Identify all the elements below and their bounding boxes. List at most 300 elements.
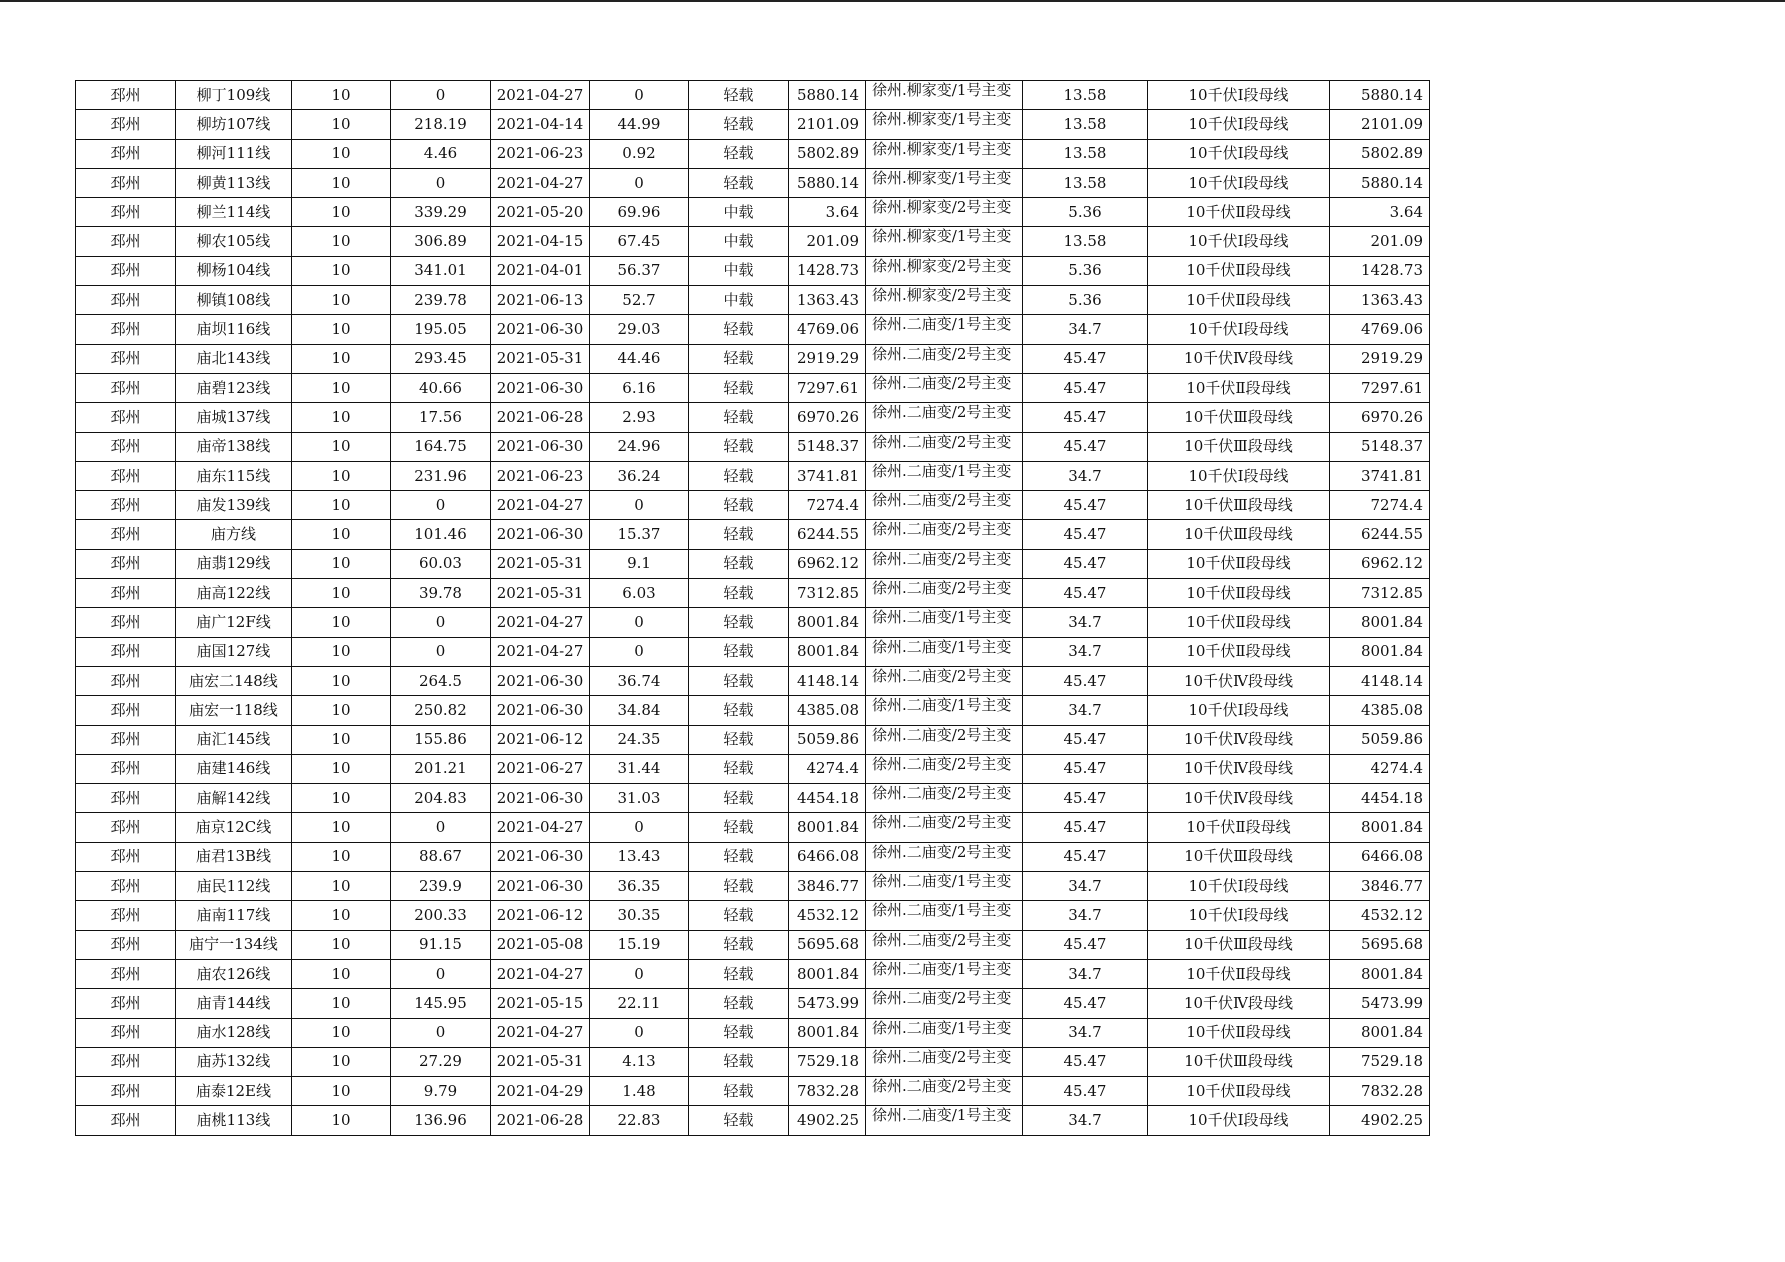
transformer-rate-cell: 45.47 <box>1023 520 1148 549</box>
load-rate-cell: 2.93 <box>590 403 689 432</box>
region-cell: 邳州 <box>76 286 176 315</box>
transformer-rate-cell: 34.7 <box>1023 959 1148 988</box>
region-cell: 邳州 <box>76 520 176 549</box>
region-cell: 邳州 <box>76 432 176 461</box>
available-capacity-cell: 7312.85 <box>1330 579 1430 608</box>
busbar-cell: 10千伏Ⅳ段母线 <box>1148 344 1330 373</box>
available-capacity-cell: 4385.08 <box>1330 696 1430 725</box>
line-name-cell: 庙桃113线 <box>176 1106 292 1135</box>
busbar-cell: 10千伏Ⅳ段母线 <box>1148 725 1330 754</box>
voltage-cell: 10 <box>292 696 391 725</box>
transformer-cell <box>866 315 1023 344</box>
load-value-cell: 88.67 <box>391 842 491 871</box>
voltage-cell: 10 <box>292 608 391 637</box>
transformer-cell <box>866 608 1023 637</box>
table-row <box>76 1106 1430 1135</box>
region-cell: 邳州 <box>76 1047 176 1076</box>
available-capacity-cell: 7274.4 <box>1330 491 1430 520</box>
voltage-cell: 10 <box>292 373 391 402</box>
transformer-rate-cell: 45.47 <box>1023 403 1148 432</box>
line-name-cell: 庙水128线 <box>176 1018 292 1047</box>
busbar-cell: 10千伏Ⅰ段母线 <box>1148 461 1330 490</box>
transformer-cell <box>866 637 1023 666</box>
transformer-rate-cell: 13.58 <box>1023 110 1148 139</box>
load-status-cell: 中载 <box>689 198 789 227</box>
load-rate-cell: 15.19 <box>590 930 689 959</box>
line-name-cell: 庙京12C线 <box>176 813 292 842</box>
transformer-rate-cell: 45.47 <box>1023 989 1148 1018</box>
table-row <box>76 813 1430 842</box>
capacity-cell: 8001.84 <box>789 813 866 842</box>
date-cell: 2021-04-27 <box>491 168 590 197</box>
capacity-cell: 4385.08 <box>789 696 866 725</box>
transformer-rate-cell: 45.47 <box>1023 373 1148 402</box>
busbar-cell: 10千伏Ⅰ段母线 <box>1148 315 1330 344</box>
table-row <box>76 81 1430 110</box>
region-cell: 邳州 <box>76 168 176 197</box>
capacity-cell: 5802.89 <box>789 139 866 168</box>
date-cell: 2021-06-13 <box>491 286 590 315</box>
transformer-text: 徐州.二庙变/2号主变 <box>872 433 1012 451</box>
transformer-rate-cell: 45.47 <box>1023 1047 1148 1076</box>
load-value-cell: 0 <box>391 608 491 637</box>
voltage-cell: 10 <box>292 1077 391 1106</box>
date-cell: 2021-05-15 <box>491 989 590 1018</box>
transformer-text: 徐州.二庙变/2号主变 <box>872 374 1012 392</box>
line-name-cell: 庙解142线 <box>176 784 292 813</box>
load-status-cell: 轻载 <box>689 549 789 578</box>
transformer-cell <box>866 1106 1023 1135</box>
date-cell: 2021-04-14 <box>491 110 590 139</box>
region-cell: 邳州 <box>76 110 176 139</box>
table-row <box>76 286 1430 315</box>
available-capacity-cell: 5880.14 <box>1330 81 1430 110</box>
voltage-cell: 10 <box>292 725 391 754</box>
transformer-rate-cell: 13.58 <box>1023 227 1148 256</box>
transformer-cell <box>866 139 1023 168</box>
date-cell: 2021-06-30 <box>491 432 590 461</box>
capacity-cell: 8001.84 <box>789 608 866 637</box>
voltage-cell: 10 <box>292 959 391 988</box>
load-rate-cell: 0.92 <box>590 139 689 168</box>
load-status-cell: 轻载 <box>689 725 789 754</box>
load-value-cell: 0 <box>391 491 491 520</box>
transformer-text: 徐州.二庙变/2号主变 <box>872 990 1012 1008</box>
load-status-cell: 轻载 <box>689 637 789 666</box>
date-cell: 2021-05-20 <box>491 198 590 227</box>
line-name-cell: 庙东115线 <box>176 461 292 490</box>
busbar-cell: 10千伏Ⅲ段母线 <box>1148 403 1330 432</box>
transformer-rate-cell: 34.7 <box>1023 872 1148 901</box>
line-name-cell: 柳黄113线 <box>176 168 292 197</box>
region-cell: 邳州 <box>76 989 176 1018</box>
transformer-cell <box>866 520 1023 549</box>
table-row <box>76 989 1430 1018</box>
transformer-text: 徐州.柳家变/1号主变 <box>872 82 1012 99</box>
table-row <box>76 1077 1430 1106</box>
load-status-cell: 轻载 <box>689 784 789 813</box>
date-cell: 2021-06-30 <box>491 872 590 901</box>
busbar-cell: 10千伏Ⅰ段母线 <box>1148 1106 1330 1135</box>
voltage-cell: 10 <box>292 81 391 110</box>
capacity-cell: 3741.81 <box>789 461 866 490</box>
load-status-cell: 轻载 <box>689 315 789 344</box>
load-rate-cell: 6.03 <box>590 579 689 608</box>
transformer-rate-cell: 13.58 <box>1023 168 1148 197</box>
voltage-cell: 10 <box>292 1018 391 1047</box>
load-rate-cell: 36.35 <box>590 872 689 901</box>
transformer-rate-cell: 45.47 <box>1023 1077 1148 1106</box>
available-capacity-cell: 5148.37 <box>1330 432 1430 461</box>
line-name-cell: 庙民112线 <box>176 872 292 901</box>
available-capacity-cell: 5059.86 <box>1330 725 1430 754</box>
line-name-cell: 庙泰12E线 <box>176 1077 292 1106</box>
line-name-cell: 庙碧123线 <box>176 373 292 402</box>
load-rate-cell: 44.99 <box>590 110 689 139</box>
voltage-cell: 10 <box>292 813 391 842</box>
load-value-cell: 239.78 <box>391 286 491 315</box>
table-row <box>76 344 1430 373</box>
capacity-cell: 1363.43 <box>789 286 866 315</box>
available-capacity-cell: 8001.84 <box>1330 637 1430 666</box>
region-cell: 邳州 <box>76 754 176 783</box>
transformer-text: 徐州.二庙变/2号主变 <box>872 755 1012 773</box>
transformer-cell <box>866 373 1023 402</box>
region-cell: 邳州 <box>76 872 176 901</box>
load-value-cell: 136.96 <box>391 1106 491 1135</box>
busbar-cell: 10千伏Ⅳ段母线 <box>1148 754 1330 783</box>
busbar-cell: 10千伏Ⅱ段母线 <box>1148 579 1330 608</box>
load-value-cell: 91.15 <box>391 930 491 959</box>
load-rate-cell: 56.37 <box>590 256 689 285</box>
load-value-cell: 306.89 <box>391 227 491 256</box>
transformer-text: 徐州.二庙变/2号主变 <box>872 843 1012 861</box>
date-cell: 2021-06-30 <box>491 696 590 725</box>
load-rate-cell: 1.48 <box>590 1077 689 1106</box>
load-rate-cell: 22.83 <box>590 1106 689 1135</box>
capacity-cell: 5880.14 <box>789 168 866 197</box>
busbar-cell: 10千伏Ⅰ段母线 <box>1148 81 1330 110</box>
transformer-rate-cell: 34.7 <box>1023 608 1148 637</box>
busbar-cell: 10千伏Ⅲ段母线 <box>1148 1047 1330 1076</box>
available-capacity-cell: 201.09 <box>1330 227 1430 256</box>
available-capacity-cell: 7529.18 <box>1330 1047 1430 1076</box>
transformer-text: 徐州.二庙变/1号主变 <box>872 638 1012 656</box>
load-value-cell: 204.83 <box>391 784 491 813</box>
load-rate-cell: 69.96 <box>590 198 689 227</box>
transformer-cell <box>866 549 1023 578</box>
capacity-cell: 4454.18 <box>789 784 866 813</box>
transformer-cell <box>866 666 1023 695</box>
table-row <box>76 725 1430 754</box>
load-value-cell: 341.01 <box>391 256 491 285</box>
transformer-text: 徐州.二庙变/1号主变 <box>872 902 1012 920</box>
voltage-cell: 10 <box>292 549 391 578</box>
busbar-cell: 10千伏Ⅱ段母线 <box>1148 1018 1330 1047</box>
load-rate-cell: 24.35 <box>590 725 689 754</box>
load-rate-cell: 0 <box>590 959 689 988</box>
load-rate-cell: 0 <box>590 168 689 197</box>
load-status-cell: 中载 <box>689 286 789 315</box>
region-cell: 邳州 <box>76 315 176 344</box>
transformer-text: 徐州.二庙变/1号主变 <box>872 316 1012 334</box>
transformer-cell <box>866 959 1023 988</box>
busbar-cell: 10千伏Ⅳ段母线 <box>1148 666 1330 695</box>
transformer-rate-cell: 34.7 <box>1023 696 1148 725</box>
line-name-cell: 柳杨104线 <box>176 256 292 285</box>
voltage-cell: 10 <box>292 286 391 315</box>
line-name-cell: 柳兰114线 <box>176 198 292 227</box>
line-name-cell: 庙宏二148线 <box>176 666 292 695</box>
transformer-rate-cell: 5.36 <box>1023 286 1148 315</box>
table-row <box>76 579 1430 608</box>
date-cell: 2021-04-27 <box>491 1018 590 1047</box>
transformer-cell <box>866 725 1023 754</box>
table-row <box>76 520 1430 549</box>
load-status-cell: 轻载 <box>689 754 789 783</box>
voltage-cell: 10 <box>292 842 391 871</box>
transformer-rate-cell: 45.47 <box>1023 842 1148 871</box>
line-name-cell: 庙发139线 <box>176 491 292 520</box>
capacity-cell: 3.64 <box>789 198 866 227</box>
transformer-rate-cell: 45.47 <box>1023 813 1148 842</box>
transformer-rate-cell: 13.58 <box>1023 81 1148 110</box>
available-capacity-cell: 1428.73 <box>1330 256 1430 285</box>
transformer-text: 徐州.柳家变/2号主变 <box>872 257 1012 275</box>
load-status-cell: 轻载 <box>689 872 789 901</box>
busbar-cell: 10千伏Ⅰ段母线 <box>1148 901 1330 930</box>
date-cell: 2021-06-30 <box>491 784 590 813</box>
region-cell: 邳州 <box>76 901 176 930</box>
line-name-cell: 庙高122线 <box>176 579 292 608</box>
region-cell: 邳州 <box>76 784 176 813</box>
load-value-cell: 27.29 <box>391 1047 491 1076</box>
date-cell: 2021-06-30 <box>491 520 590 549</box>
line-name-cell: 庙国127线 <box>176 637 292 666</box>
transformer-text: 徐州.柳家变/1号主变 <box>872 140 1012 158</box>
line-name-cell: 庙建146线 <box>176 754 292 783</box>
table-row <box>76 1018 1430 1047</box>
table-row <box>76 256 1430 285</box>
region-cell: 邳州 <box>76 344 176 373</box>
capacity-cell: 2919.29 <box>789 344 866 373</box>
load-rate-cell: 31.44 <box>590 754 689 783</box>
load-status-cell: 中载 <box>689 256 789 285</box>
date-cell: 2021-04-15 <box>491 227 590 256</box>
date-cell: 2021-04-27 <box>491 959 590 988</box>
date-cell: 2021-06-30 <box>491 315 590 344</box>
transformer-text: 徐州.柳家变/1号主变 <box>872 228 1012 246</box>
load-value-cell: 201.21 <box>391 754 491 783</box>
capacity-cell: 8001.84 <box>789 959 866 988</box>
transformer-text: 徐州.二庙变/2号主变 <box>872 492 1012 510</box>
transformer-cell <box>866 344 1023 373</box>
load-rate-cell: 0 <box>590 491 689 520</box>
available-capacity-cell: 8001.84 <box>1330 813 1430 842</box>
load-rate-cell: 30.35 <box>590 901 689 930</box>
transformer-cell <box>866 461 1023 490</box>
table-row <box>76 666 1430 695</box>
transformer-text: 徐州.二庙变/2号主变 <box>872 404 1012 422</box>
line-name-cell: 庙翡129线 <box>176 549 292 578</box>
capacity-cell: 4902.25 <box>789 1106 866 1135</box>
load-value-cell: 0 <box>391 959 491 988</box>
table-row <box>76 432 1430 461</box>
date-cell: 2021-05-31 <box>491 549 590 578</box>
capacity-cell: 2101.09 <box>789 110 866 139</box>
transformer-text: 徐州.二庙变/2号主变 <box>872 345 1012 363</box>
region-cell: 邳州 <box>76 813 176 842</box>
load-status-cell: 轻载 <box>689 1106 789 1135</box>
capacity-cell: 7312.85 <box>789 579 866 608</box>
transformer-rate-cell: 5.36 <box>1023 256 1148 285</box>
transformer-text: 徐州.二庙变/1号主变 <box>872 960 1012 978</box>
table-row <box>76 168 1430 197</box>
transformer-cell <box>866 754 1023 783</box>
table-row <box>76 315 1430 344</box>
load-value-cell: 293.45 <box>391 344 491 373</box>
table-row <box>76 784 1430 813</box>
date-cell: 2021-05-31 <box>491 344 590 373</box>
voltage-cell: 10 <box>292 315 391 344</box>
table-row <box>76 1047 1430 1076</box>
region-cell: 邳州 <box>76 403 176 432</box>
page-top-border <box>0 0 1785 2</box>
region-cell: 邳州 <box>76 139 176 168</box>
table-row <box>76 461 1430 490</box>
available-capacity-cell: 6466.08 <box>1330 842 1430 871</box>
busbar-cell: 10千伏Ⅲ段母线 <box>1148 842 1330 871</box>
capacity-cell: 4769.06 <box>789 315 866 344</box>
date-cell: 2021-05-31 <box>491 579 590 608</box>
table-body <box>76 81 1430 1136</box>
transformer-cell <box>866 198 1023 227</box>
available-capacity-cell: 6962.12 <box>1330 549 1430 578</box>
busbar-cell: 10千伏Ⅲ段母线 <box>1148 930 1330 959</box>
date-cell: 2021-06-27 <box>491 754 590 783</box>
line-name-cell: 庙青144线 <box>176 989 292 1018</box>
busbar-cell: 10千伏Ⅱ段母线 <box>1148 608 1330 637</box>
available-capacity-cell: 4769.06 <box>1330 315 1430 344</box>
busbar-cell: 10千伏Ⅰ段母线 <box>1148 139 1330 168</box>
transformer-rate-cell: 45.47 <box>1023 784 1148 813</box>
region-cell: 邳州 <box>76 461 176 490</box>
load-rate-cell: 0 <box>590 81 689 110</box>
capacity-cell: 4274.4 <box>789 754 866 783</box>
transformer-text: 徐州.二庙变/2号主变 <box>872 667 1012 685</box>
load-rate-cell: 52.7 <box>590 286 689 315</box>
load-status-cell: 轻载 <box>689 1047 789 1076</box>
capacity-cell: 3846.77 <box>789 872 866 901</box>
voltage-cell: 10 <box>292 344 391 373</box>
region-cell: 邳州 <box>76 256 176 285</box>
available-capacity-cell: 8001.84 <box>1330 959 1430 988</box>
load-status-cell: 轻载 <box>689 959 789 988</box>
region-cell: 邳州 <box>76 930 176 959</box>
load-value-cell: 218.19 <box>391 110 491 139</box>
date-cell: 2021-04-27 <box>491 637 590 666</box>
transformer-cell <box>866 256 1023 285</box>
load-status-cell: 轻载 <box>689 901 789 930</box>
date-cell: 2021-06-12 <box>491 901 590 930</box>
date-cell: 2021-04-27 <box>491 608 590 637</box>
load-value-cell: 200.33 <box>391 901 491 930</box>
transformer-text: 徐州.二庙变/2号主变 <box>872 580 1012 598</box>
load-value-cell: 339.29 <box>391 198 491 227</box>
voltage-cell: 10 <box>292 872 391 901</box>
data-table <box>75 80 1430 1136</box>
load-status-cell: 轻载 <box>689 373 789 402</box>
date-cell: 2021-05-08 <box>491 930 590 959</box>
load-rate-cell: 9.1 <box>590 549 689 578</box>
busbar-cell: 10千伏Ⅳ段母线 <box>1148 784 1330 813</box>
load-rate-cell: 36.24 <box>590 461 689 490</box>
load-status-cell: 轻载 <box>689 1018 789 1047</box>
load-status-cell: 轻载 <box>689 344 789 373</box>
load-value-cell: 195.05 <box>391 315 491 344</box>
transformer-rate-cell: 34.7 <box>1023 1106 1148 1135</box>
load-value-cell: 40.66 <box>391 373 491 402</box>
transformer-cell <box>866 842 1023 871</box>
voltage-cell: 10 <box>292 198 391 227</box>
line-name-cell: 柳河111线 <box>176 139 292 168</box>
load-value-cell: 0 <box>391 1018 491 1047</box>
load-rate-cell: 29.03 <box>590 315 689 344</box>
busbar-cell: 10千伏Ⅱ段母线 <box>1148 813 1330 842</box>
region-cell: 邳州 <box>76 725 176 754</box>
available-capacity-cell: 8001.84 <box>1330 608 1430 637</box>
available-capacity-cell: 6244.55 <box>1330 520 1430 549</box>
available-capacity-cell: 5695.68 <box>1330 930 1430 959</box>
busbar-cell: 10千伏Ⅱ段母线 <box>1148 198 1330 227</box>
transformer-cell <box>866 81 1023 110</box>
available-capacity-cell: 8001.84 <box>1330 1018 1430 1047</box>
load-status-cell: 轻载 <box>689 1077 789 1106</box>
capacity-cell: 5695.68 <box>789 930 866 959</box>
capacity-cell: 5473.99 <box>789 989 866 1018</box>
load-value-cell: 0 <box>391 81 491 110</box>
voltage-cell: 10 <box>292 520 391 549</box>
busbar-cell: 10千伏Ⅱ段母线 <box>1148 373 1330 402</box>
load-status-cell: 轻载 <box>689 989 789 1018</box>
date-cell: 2021-06-23 <box>491 461 590 490</box>
date-cell: 2021-06-30 <box>491 373 590 402</box>
region-cell: 邳州 <box>76 637 176 666</box>
available-capacity-cell: 1363.43 <box>1330 286 1430 315</box>
line-name-cell: 庙广12F线 <box>176 608 292 637</box>
load-rate-cell: 34.84 <box>590 696 689 725</box>
load-value-cell: 0 <box>391 637 491 666</box>
table-row <box>76 549 1430 578</box>
load-rate-cell: 15.37 <box>590 520 689 549</box>
load-status-cell: 轻载 <box>689 491 789 520</box>
transformer-rate-cell: 13.58 <box>1023 139 1148 168</box>
transformer-rate-cell: 45.47 <box>1023 432 1148 461</box>
load-value-cell: 264.5 <box>391 666 491 695</box>
voltage-cell: 10 <box>292 930 391 959</box>
transformer-rate-cell: 45.47 <box>1023 754 1148 783</box>
load-value-cell: 0 <box>391 168 491 197</box>
transformer-text: 徐州.二庙变/1号主变 <box>872 462 1012 480</box>
transformer-text: 徐州.二庙变/2号主变 <box>872 1078 1012 1096</box>
line-name-cell: 庙汇145线 <box>176 725 292 754</box>
load-rate-cell: 24.96 <box>590 432 689 461</box>
capacity-cell: 1428.73 <box>789 256 866 285</box>
transformer-rate-cell: 45.47 <box>1023 344 1148 373</box>
transformer-cell <box>866 1018 1023 1047</box>
available-capacity-cell: 4902.25 <box>1330 1106 1430 1135</box>
transformer-cell <box>866 989 1023 1018</box>
